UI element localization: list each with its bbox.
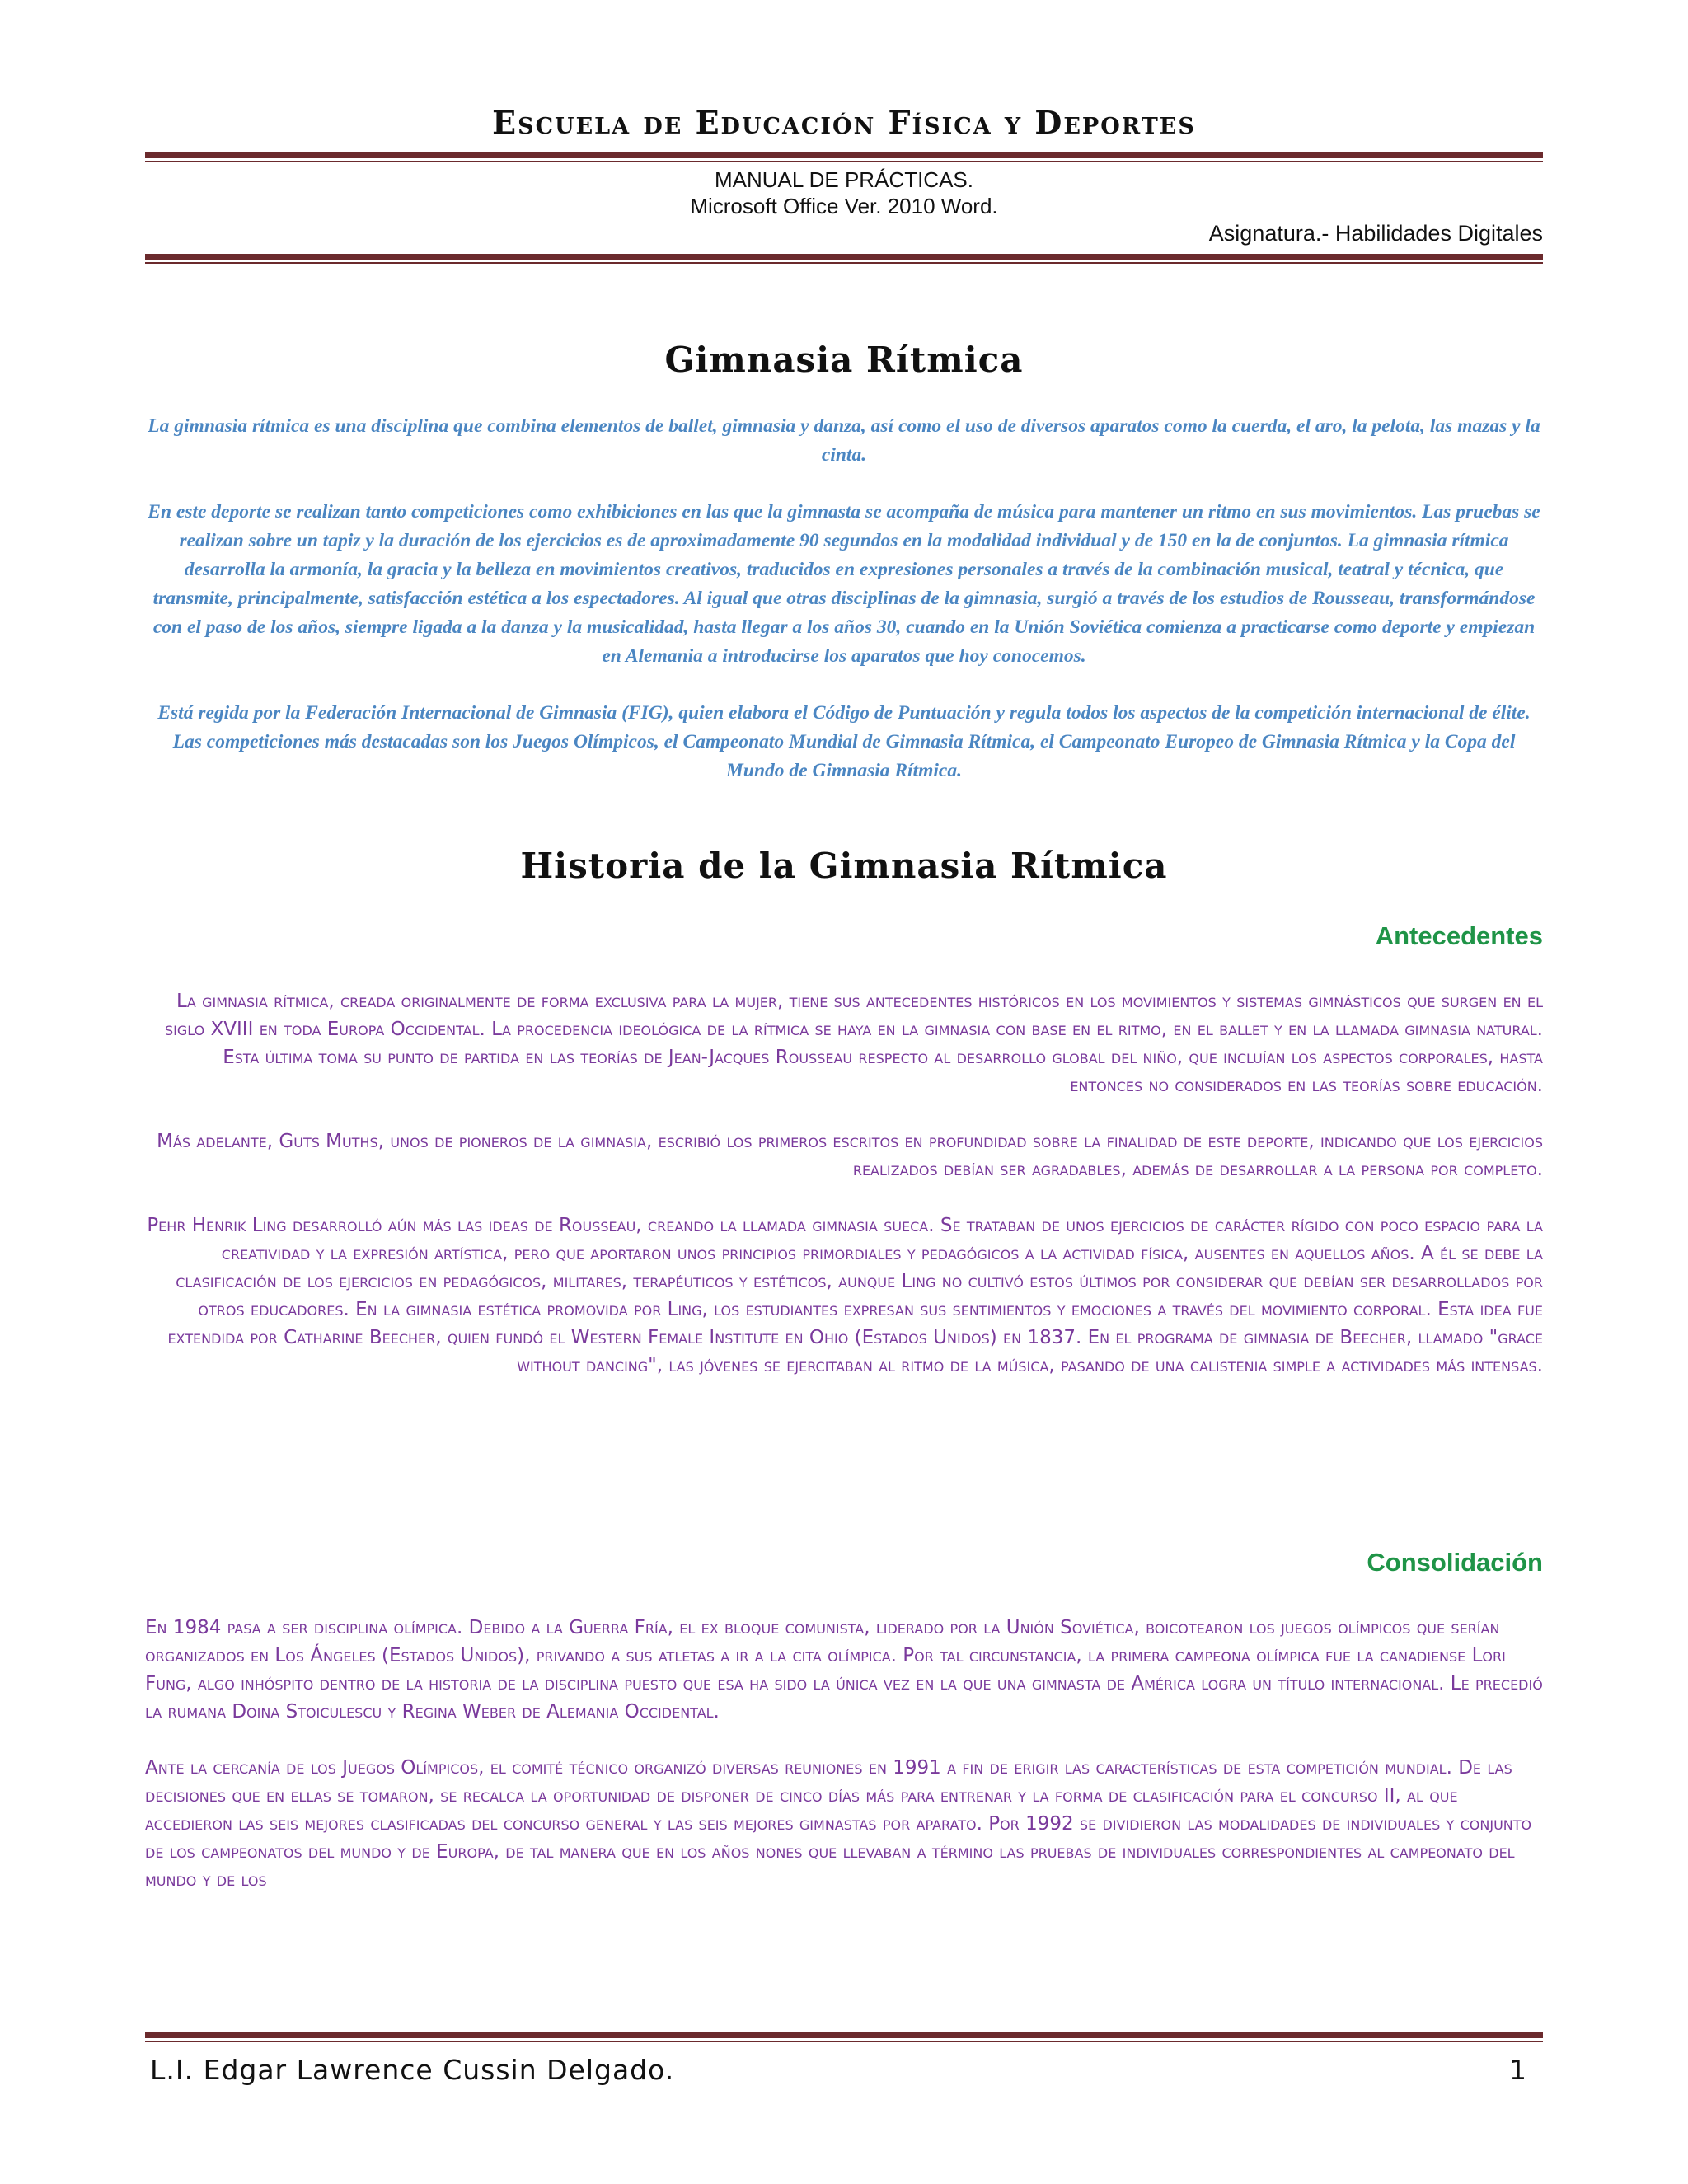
footer-author: L.I. Edgar Lawrence Cussin Delgado. (150, 2054, 675, 2086)
header-rule-bottom (145, 254, 1543, 264)
footer-rule (145, 2032, 1543, 2042)
manual-version: Microsoft Office Ver. 2010 Word. (690, 194, 998, 218)
body-paragraph: La gimnasia rítmica, creada originalmente de forma exclusiva para la mujer, tiene sus antecedentes históricos en los movimientos y sistemas gimnásticos que surgen en el siglo XVIII en toda Europa Occidental. La procedencia ideológica de la rítmica se haya en la gimnasia con base en el ritmo, en el ballet y en la llamada gimnasia natural. Esta última toma su punto de partida en las teorías de Jean-Jacques Rousseau respecto al desarrollo global del niño, que incluían los aspectos corporales, hasta entonces no considerados en las teorías sobre educación. (165, 991, 1543, 1096)
consolidacion-text (145, 1614, 1543, 1976)
header-rule-top (145, 152, 1543, 162)
page-number: 1 (1509, 2054, 1526, 2086)
subject-label: Asignatura.- Habilidades Digitales (1208, 221, 1543, 246)
manual-title: MANUAL DE PRÁCTICAS. (715, 167, 973, 192)
body-paragraph: Pehr Henrik Ling desarrolló aún más las ideas de Rousseau, creando la llamada gimnasia sueca. Se trataban de unos ejercicios de carácter rígido con poco espacio para la creatividad y la expresión artística, pero que aportaron unos principios primordiales y pedagógicos a la actividad física, ausentes en aquellos años. A él se debe la clasificación de los ejercicios en pedagógicos, militares, terapéuticos y estéticos, aunque Ling no cultivó estos últimos por considerar que debían ser desarrollados por otros educadores. En la gimnasia estética promovida por Ling, los estudiantes expresan sus sentimientos y emociones a través del movimiento corporal. Esta idea fue extendida por Catharine Beecher, quien fundó el Western Female Institute en Ohio (Estados Unidos) en 1837. En el programa de gimnasia de Beecher, llamado "grace without dancing", las jóvenes se ejercitaban al ritmo de la música, pasando de una calistenia simple a actividades más intensas. (147, 1215, 1543, 1376)
intro-paragraph: La gimnasia rítmica es una disciplina que combina elementos de ballet, gimnasia y danza, así como el uso de diversos aparatos como la cuerda, el aro, la pelota, las mazas y la cinta. (148, 415, 1540, 466)
history-title: Historia de la Gimnasia Rítmica (520, 846, 1168, 886)
body-paragraph: Ante la cercanía de los Juegos Olímpicos, el comité técnico organizó diversas reuniones en 1991 a fin de erigir las características de esta competición mundial. De las decisiones que en ellas se tomaron, se recalca la oportunidad de disponer de cinco días más para entrenar y la forma de clasificación para el concurso II, al que accedieron las seis mejores clasificadas del concurso general y las seis mejores gimnastas por aparato. Por 1992 se dividieron las modalidades de individuales y conjunto de los campeonatos del mundo y de Europa, de tal manera que en los años nones que llevaban a término las pruebas de individuales correspondientes al campeonato del mundo y de los (145, 1757, 1532, 1891)
body-paragraph: En 1984 pasa a ser disciplina olímpica. Debido a la Guerra Fría, el ex bloque comunista, liderado por la Unión Soviética, boicotearon los juegos olímpicos que serían organizados en Los Ángeles (Estados Unidos), privando a sus atletas a ir a la cita olímpica. Por tal circunstancia, la primera campeona olímpica fue la canadiense Lori Fung, algo inhóspito dentro de la historia de la disciplina puesto que esa ha sido la única vez en la que una gimnasta de América logra un título internacional. Le precedió la rumana Doina Stoiculescu y Regina Weber de Alemania Occidental. (145, 1617, 1543, 1722)
intro-text (145, 412, 1543, 813)
section-heading-antecedentes: Antecedentes (1375, 921, 1543, 950)
document-title: Gimnasia Rítmica (664, 340, 1024, 380)
body-paragraph: Más adelante, Guts Muths, unos de pioneros de la gimnasia, escribió los primeros escritos en profundidad sobre la finalidad de este deporte, indicando que los ejercicios realizados debían ser agradables, además de desarrollar a la persona por completo. (157, 1131, 1543, 1180)
intro-paragraph: Está regida por la Federación Internacional de Gimnasia (FIG), quien elabora el Código de Puntuación y regula todos los aspectos de la competición internacional de élite. Las competiciones más destacadas son los Juegos Olímpicos, el Campeonato Mundial de Gimnasia Rítmica, el Campeonato Europeo de Gimnasia Rítmica y la Copa del Mundo de Gimnasia Rítmica. (157, 702, 1531, 781)
intro-paragraph: En este deporte se realizan tanto competiciones como exhibiciones en las que la gimnasta se acompaña de música para mantener un ritmo en sus movimientos. Las pruebas se realizan sobre un tapiz y la duración de los ejercicios es de aproximadamente 90 segundos en la modalidad individual y de 150 en la de conjuntos. La gimnasia rítmica desarrolla la armonía, la gracia y la belleza en movimientos creativos, traducidos en expresiones personales a través de la combinación musical, teatral y técnica, que transmite, principalmente, satisfacción estética a los espectadores. Al igual que otras disciplinas de la gimnasia, surgió a través de los estudios de Rousseau, transformándose con el paso de los años, siempre ligada a la danza y la musicalidad, hasta llegar a los años 30, cuando en la Unión Soviética comienza a practicarse como deporte y empiezan en Alemania a introducirse los aparatos que hoy conocemos. (148, 501, 1540, 667)
school-title: Escuela de Educación Física y Deportes (492, 104, 1196, 141)
section-heading-consolidacion: Consolidación (1367, 1548, 1543, 1577)
antecedentes-text (145, 987, 1543, 1408)
